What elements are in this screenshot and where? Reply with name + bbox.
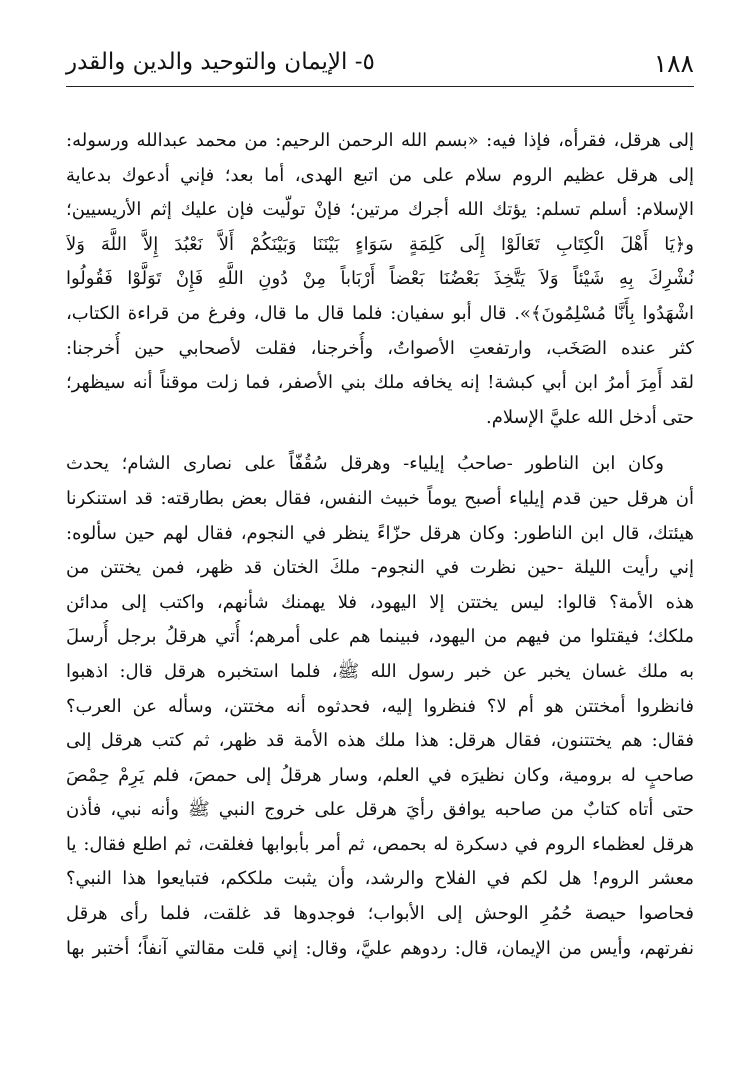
text-line: إلى هرقل، فقرأه، فإذا فيه: «بسم الله الرحمن الرحيم: من محمد عبدالله ورسوله: bbox=[66, 130, 694, 151]
quran-verse-line: و﴿يَا أَهْلَ الْكِتَابِ تَعَالَوْا إِلَى كَلِمَةٍ سَوَاءٍ بَيْنَنَا وَبَيْنَكُمْ أَلاَّ نَعْبُدَ إِلاَّ اللَّهَ وَلاَ bbox=[66, 233, 694, 255]
text-line: معشر الروم! هل لكم في الفلاح والرشد، وأن يثبت ملككم، فتبايعوا هذا النبي؟ bbox=[66, 868, 694, 890]
paragraph-gap bbox=[66, 435, 694, 447]
text-line: فحاصوا حيصة حُمُرِ الوحش إلى الأبواب؛ فوجدوها قد غلقت، فلما رأى هرقل bbox=[66, 903, 694, 925]
text-line: هيئتك، قال ابن الناطور: وكان هرقل حزّاءً ينظر في النجوم، فقال لهم حين سألوه: bbox=[66, 522, 694, 544]
running-header bbox=[66, 44, 694, 84]
text-line: فقال: هم يختتنون، فقال هرقل: هذا ملك هذه الأمة قد ظهر، ثم كتب هرقل إلى bbox=[66, 730, 694, 752]
text-line: إلى هرقل عظيم الروم سلام على من اتبع الهدى، أما بعد؛ فإني أدعوك بدعاية bbox=[66, 164, 694, 186]
text-line: به ملك غسان يخبر عن خبر رسول الله ﷺ، فلما استخبره هرقل قال: اذهبوا bbox=[66, 660, 694, 682]
text-line: هذه الأمة؟ قالوا: ليس يختتن إلا اليهود، فلا يهمنك شأنهم، واكتب إلى مدائن bbox=[66, 591, 694, 613]
text-line: الإسلام: أسلم تسلم: يؤتك الله أجرك مرتين؛ فإنْ تولّيت فإن عليك إثم الأريسيين؛ bbox=[66, 199, 694, 221]
chapter-title: ٥- الإيمان والتوحيد والدين والقدر bbox=[66, 49, 375, 75]
text-line: حتى أدخل الله عليَّ الإسلام. bbox=[486, 406, 694, 428]
text-line: فانظروا أمختتن هو أم لا؟ فنظروا إليه، فحدثوه أنه مختتن، وسأله عن العرب؟ bbox=[66, 695, 694, 717]
text-line: نفرتهم، وأيس من الإيمان، قال: ردوهم عليَّ، وقال: إني قلت مقالتي آنفاً؛ أختبر بها bbox=[66, 937, 694, 959]
text-line: لقد أَمِرَ أمرُ ابن أبي كبشة! إنه يخافه ملك بني الأصفر، فما زلت موقناً أنه سيظهر؛ bbox=[66, 372, 694, 394]
text-line: اشْهَدُوا بِأَنَّا مُسْلِمُونَ﴾». قال أبو سفيان: فلما قال ما قال، وفرغ من قراءة الكتاب، bbox=[66, 302, 694, 324]
text-line: وكان ابن الناطور -صاحبُ إيلياء- وهرقل سُقُفّاً على نصارى الشام؛ يحدث bbox=[66, 453, 664, 475]
quran-verse-line: نُشْرِكَ بِهِ شَيْئاً وَلاَ يَتَّخِذَ بَعْضُنَا بَعْضاً أَرْبَاباً مِنْ دُونِ اللَّهِ فَإِنْ تَوَلَّوْا فَقُولُوا bbox=[66, 268, 694, 290]
text-line: كثر عنده الصَخَب، وارتفعتِ الأصواتُ، وأُخرجنا، فقلت لأصحابي حين أُخرجنا: bbox=[66, 337, 694, 359]
text-line: هرقل لعظماء الروم في دسكرة له بحمص، ثم أمر بأبوابها فغلقت، ثم اطلع فقال: يا bbox=[66, 833, 694, 855]
text-line: حتى أتاه كتابٌ من صاحبه يوافق رأيَ هرقل على خروج النبي ﷺ وأنه نبي، فأذن bbox=[66, 799, 694, 821]
header-divider bbox=[66, 86, 694, 87]
text-line: إني رأيت الليلة -حين نظرت في النجوم- ملكَ الختان قد ظهر، فمن يختتن من bbox=[66, 557, 694, 579]
text-line: ملكك؛ فيقتلوا من فيهم من اليهود، فبينما هم على أمرهم؛ أُتي هرقلُ برجل أُرسلَ bbox=[66, 626, 694, 648]
text-line: أن هرقل حين قدم إيلياء أصبح يوماً خبيث النفس، فقال بعض بطارقته: قد استنكرنا bbox=[66, 487, 694, 509]
page-number: ١٨٨ bbox=[653, 49, 694, 78]
text-line: صاحبٍ له برومية، وكان نظيرَه في العلم، وسار هرقلُ إلى حمصَ، فلم يَرِمْ حِمْصَ bbox=[66, 764, 694, 786]
body-text bbox=[66, 124, 694, 966]
